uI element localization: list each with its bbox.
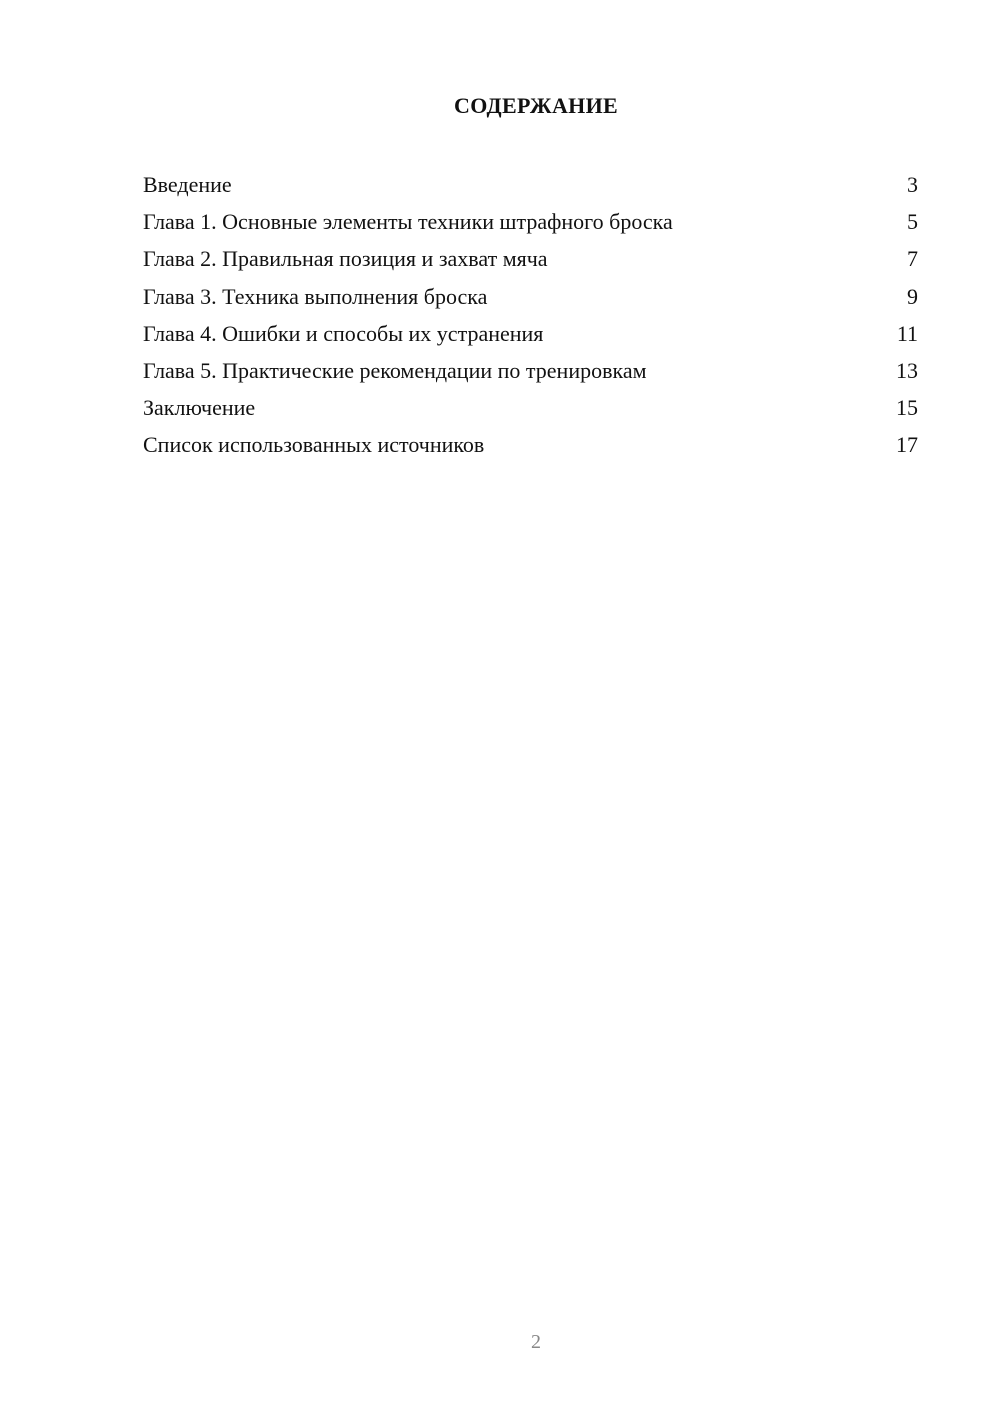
toc-entry-title: Список использованных источников [143, 432, 485, 458]
toc-entry-title: Глава 3. Техника выполнения броска [143, 283, 488, 309]
toc-entry-page: 13 [896, 357, 918, 383]
toc-entry-title: Глава 4. Ошибки и способы их устранения [143, 320, 544, 346]
toc-entry-page: 5 [907, 209, 918, 235]
toc-entry-title: Глава 5. Практические рекомендации по тренировкам [143, 357, 647, 383]
toc-entry-title: Глава 2. Правильная позиция и захват мяча [143, 246, 548, 272]
toc-entry [143, 242, 918, 279]
toc-entry [143, 168, 918, 205]
toc-entry-title: Введение [143, 172, 232, 197]
table-of-contents [143, 168, 918, 466]
toc-entry-page: 11 [896, 320, 918, 346]
toc-entry-title: Заключение [143, 395, 256, 421]
toc-entry-page: 17 [896, 432, 918, 458]
toc-entry-page: 15 [896, 395, 918, 421]
toc-entry [143, 391, 918, 428]
page-title: СОДЕРЖАНИЕ [454, 93, 618, 118]
toc-entry [143, 317, 918, 354]
toc-entry [143, 205, 918, 242]
toc-entry-title: Глава 1. Основные элементы техники штрафного броска [143, 209, 673, 235]
toc-entry [143, 280, 918, 317]
toc-entry-page: 9 [907, 283, 918, 309]
toc-entry-page: 7 [907, 246, 918, 272]
toc-entry [143, 354, 918, 391]
toc-entry-page: 3 [907, 172, 918, 197]
page-number: 2 [531, 1331, 541, 1353]
toc-entry [143, 428, 918, 465]
